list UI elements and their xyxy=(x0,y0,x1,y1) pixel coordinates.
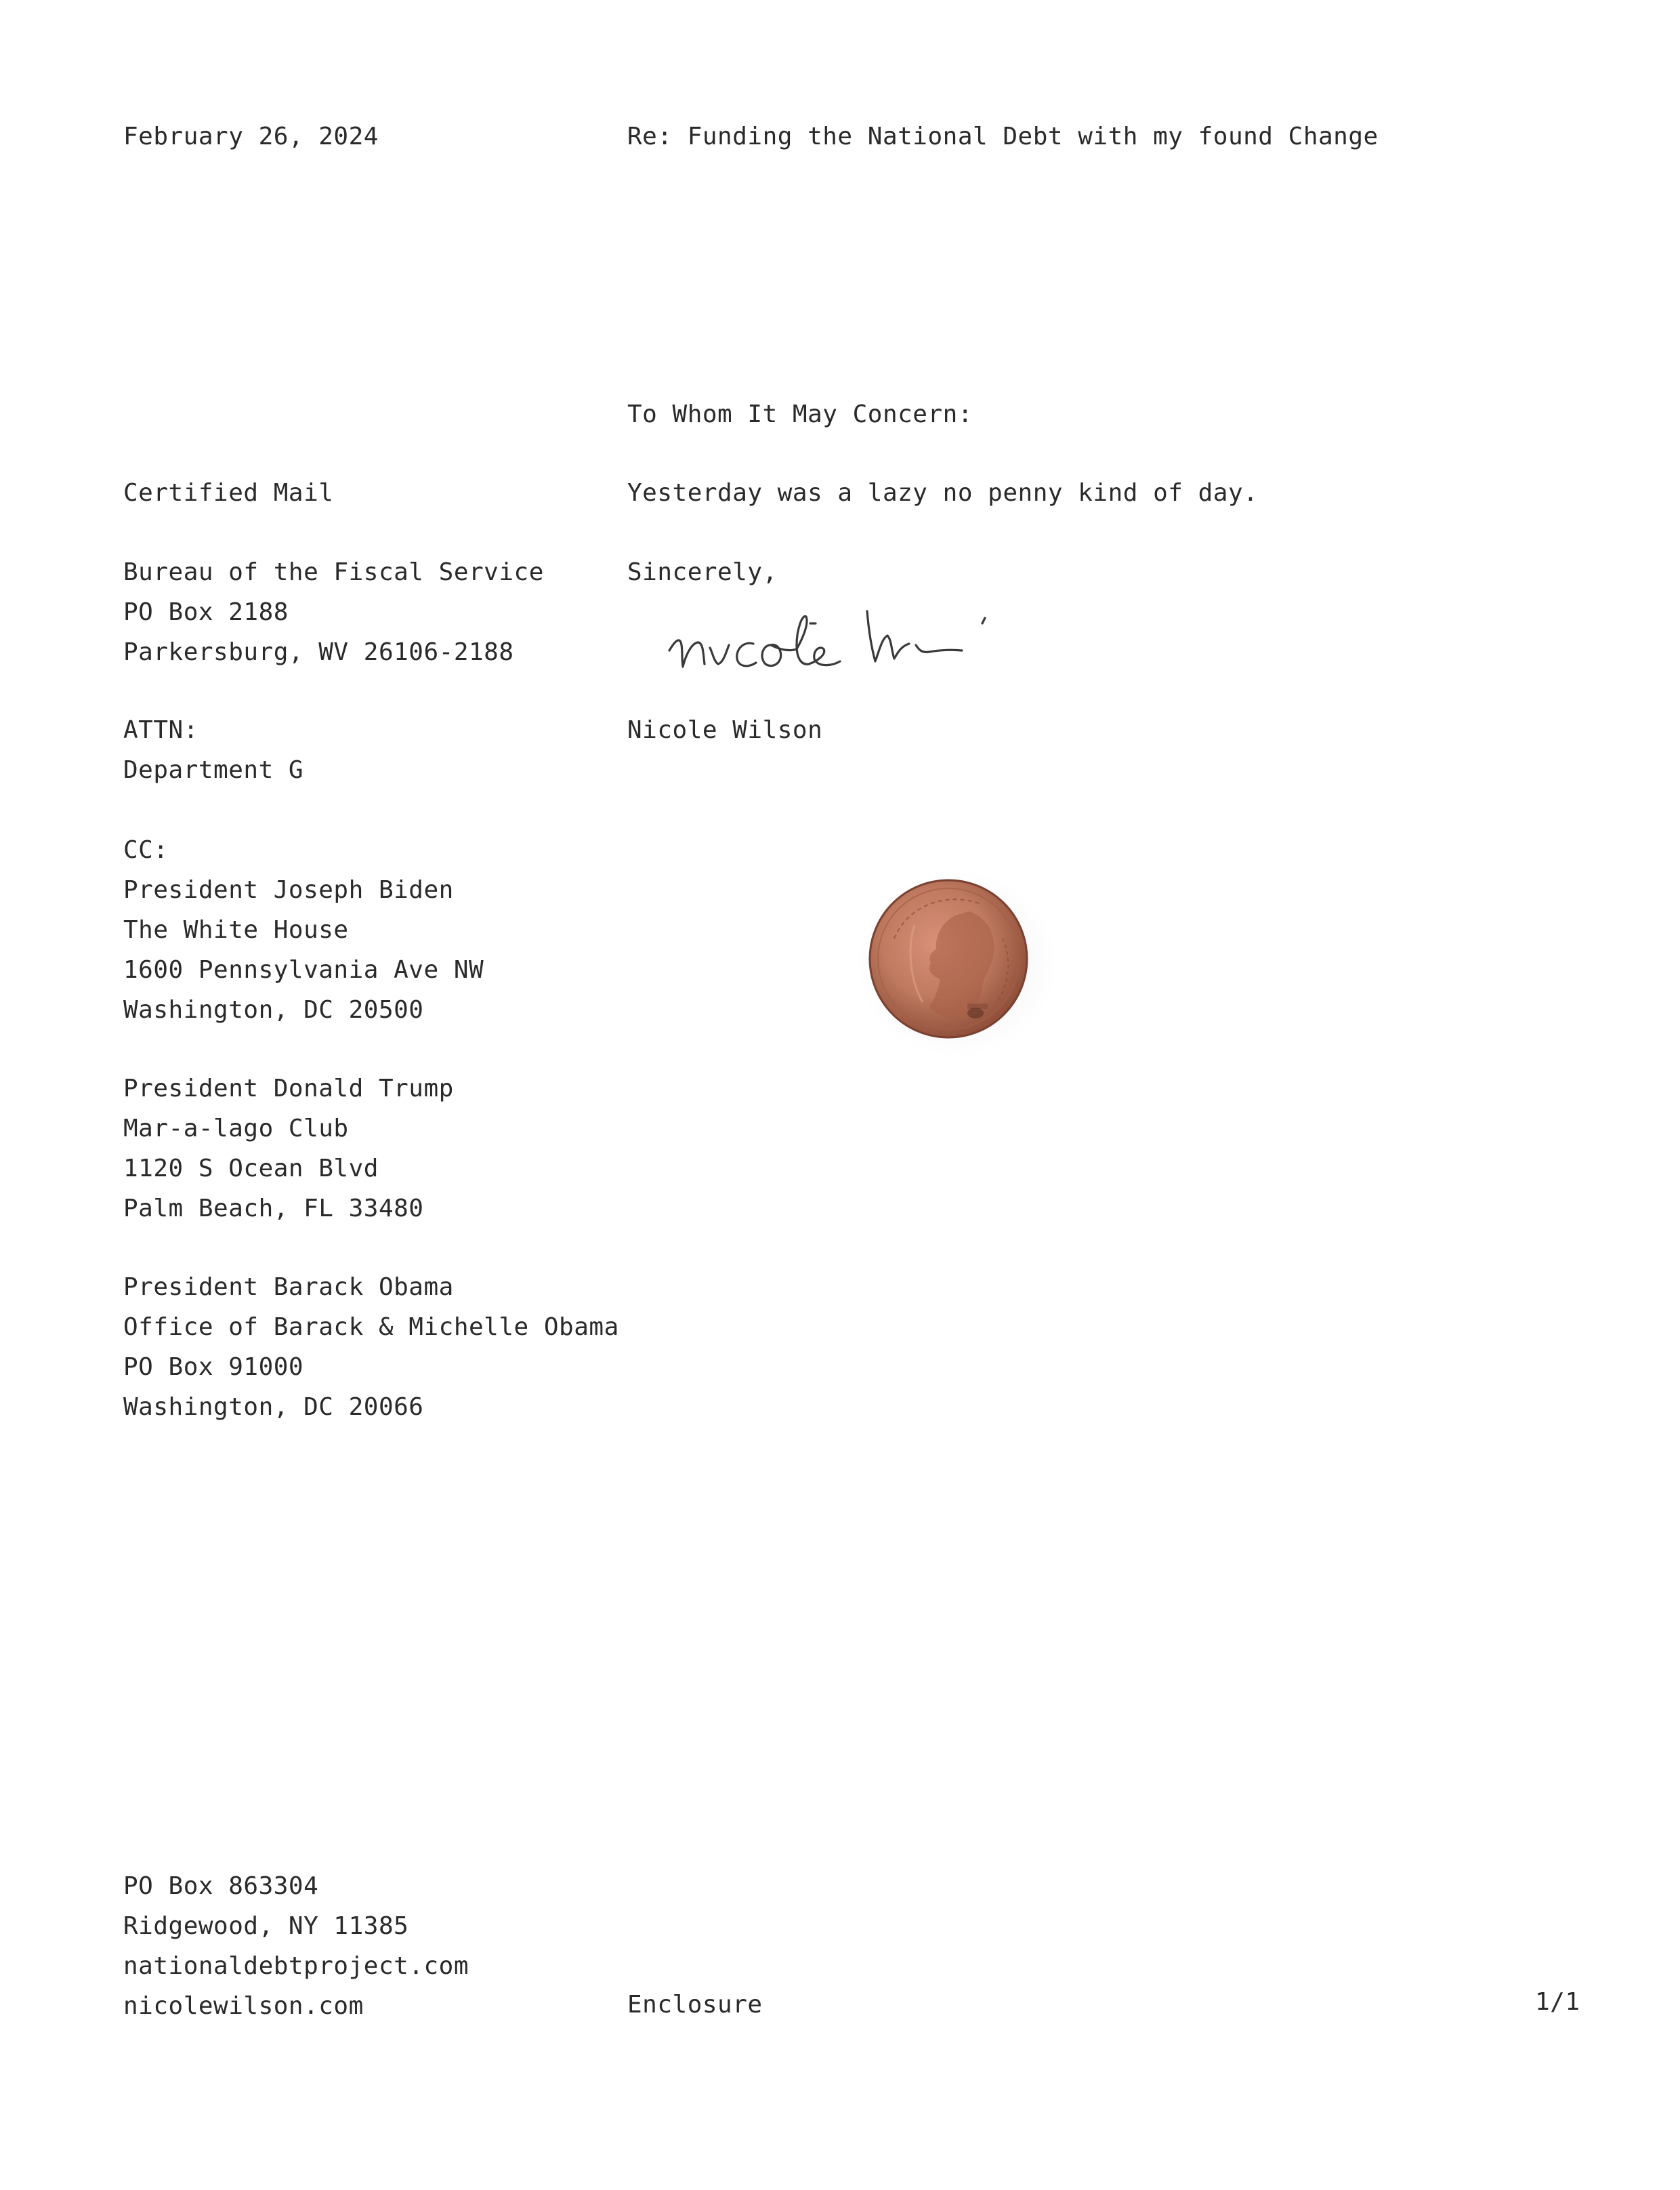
signer-name: Nicole Wilson xyxy=(627,716,823,744)
attn-block xyxy=(123,710,303,790)
salutation: To Whom It May Concern: xyxy=(627,400,973,428)
website-link[interactable]: nationaldebtproject.com xyxy=(123,1952,469,1980)
recipient-line: Bureau of the Fiscal Service xyxy=(123,558,544,586)
cc-line: Washington, DC 20500 xyxy=(123,996,424,1024)
recipient-line: Parkersburg, WV 26106-2188 xyxy=(123,638,514,666)
cc-address-2 xyxy=(123,1069,454,1228)
cc-label: CC: xyxy=(123,836,169,864)
recipient-line: PO Box 2188 xyxy=(123,598,289,626)
cc-line: President Donald Trump xyxy=(123,1075,454,1102)
cc-line: Mar-a-lago Club xyxy=(123,1115,349,1142)
penny-coin-icon xyxy=(867,877,1030,1040)
recipient-address xyxy=(123,552,544,672)
cc-line: 1120 S Ocean Blvd xyxy=(123,1155,379,1182)
attn-label: ATTN: xyxy=(123,716,198,744)
cc-line: President Joseph Biden xyxy=(123,876,454,904)
cc-line: President Barack Obama xyxy=(123,1273,454,1301)
letter-body: Yesterday was a lazy no penny kind of day. xyxy=(627,479,1259,507)
cc-address-1 xyxy=(123,870,484,1030)
return-address-line: PO Box 863304 xyxy=(123,1872,319,1900)
enclosure-label: Enclosure xyxy=(627,1991,763,2019)
cc-line: The White House xyxy=(123,916,349,944)
attn-department: Department G xyxy=(123,756,304,784)
cc-line: Office of Barack & Michelle Obama xyxy=(123,1313,619,1341)
handwritten-signature xyxy=(664,596,1016,684)
cc-line: PO Box 91000 xyxy=(123,1353,304,1381)
return-address-line: Ridgewood, NY 11385 xyxy=(123,1912,409,1940)
website-link[interactable]: nicolewilson.com xyxy=(123,1992,364,2020)
page-number: 1/1 xyxy=(1535,1988,1580,2016)
letter-subject: Re: Funding the National Debt with my found Change xyxy=(627,123,1379,150)
cc-address-3 xyxy=(123,1267,619,1427)
cc-line: Palm Beach, FL 33480 xyxy=(123,1195,424,1222)
cc-line: Washington, DC 20066 xyxy=(123,1393,424,1421)
cc-line: 1600 Pennsylvania Ave NW xyxy=(123,956,484,984)
return-address xyxy=(123,1866,469,2026)
mail-method: Certified Mail xyxy=(123,479,334,507)
closing: Sincerely, xyxy=(627,558,778,586)
letter-date: February 26, 2024 xyxy=(123,123,379,150)
